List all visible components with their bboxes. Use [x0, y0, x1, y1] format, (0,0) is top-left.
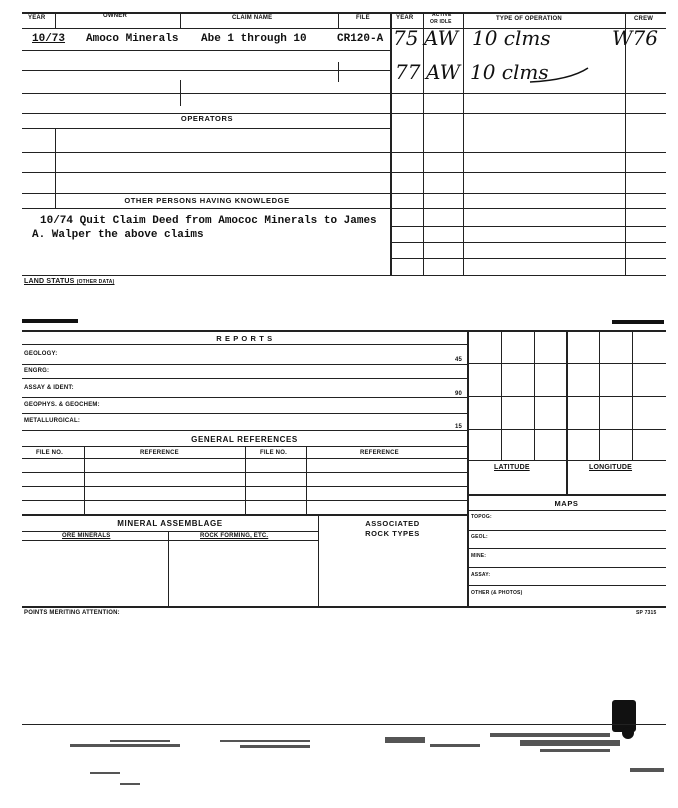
- points-meriting-label: POINTS MERITING ATTENTION:: [24, 610, 120, 616]
- land-status-label: LAND STATUS (OTHER DATA): [24, 278, 115, 285]
- report-geophys: GEOPHYS. & GEOCHEM:: [24, 402, 100, 408]
- hand-operation-2: 10 clms: [470, 60, 549, 84]
- hand-crew-1: W76: [612, 26, 659, 50]
- hand-year-1: 75: [393, 26, 419, 50]
- ref-col-file-no-1: FILE NO.: [36, 450, 63, 456]
- ref-col-reference-2: REFERENCE: [360, 450, 399, 456]
- other-persons-line-1: 10/74 Quit Claim Deed from Amococ Minerals to James: [40, 215, 377, 227]
- report-geology-num: 45: [455, 357, 463, 363]
- col-owner: OWNER: [103, 13, 127, 19]
- maps-assay: ASSAY:: [471, 572, 491, 578]
- rock-types-label: ROCK TYPES: [365, 529, 420, 538]
- ore-minerals-label: ORE MINERALS: [62, 533, 111, 539]
- maps-topog: TOPOG:: [471, 514, 492, 520]
- claim-owner: Amoco Minerals: [86, 33, 179, 45]
- hand-status-2: AW: [426, 60, 461, 84]
- col-claim-name: CLAIM NAME: [232, 15, 273, 21]
- form-number: SP 7315: [636, 610, 657, 616]
- other-persons-line-2: A. Walper the above claims: [32, 229, 204, 241]
- handwriting-underline: [460, 60, 600, 88]
- col-year: YEAR: [28, 15, 46, 21]
- maps-other: OTHER (& PHOTOS): [471, 590, 523, 596]
- claim-file: CR120-A: [337, 33, 384, 45]
- mineral-assemblage-title: MINERAL ASSEMBLAGE: [117, 519, 223, 528]
- general-references-title: GENERAL REFERENCES: [191, 435, 298, 444]
- maps-title: MAPS: [554, 499, 579, 508]
- report-engrg: ENGRG:: [24, 368, 50, 374]
- claim-name: Abe 1 through 10: [201, 33, 307, 45]
- ref-col-file-no-2: FILE NO.: [260, 450, 287, 456]
- operators-title: OPERATORS: [180, 114, 234, 123]
- longitude-label: LONGITUDE: [589, 464, 633, 471]
- associated-label: ASSOCIATED: [365, 519, 420, 528]
- report-metallurgical: METALLURGICAL:: [24, 418, 81, 424]
- hand-year-2: 77: [395, 60, 421, 84]
- reports-title: R E P O R T S: [216, 334, 273, 343]
- rock-forming-label: ROCK FORMING, ETC.: [200, 533, 269, 539]
- latitude-label: LATITUDE: [494, 464, 530, 471]
- ref-col-reference-1: REFERENCE: [140, 450, 179, 456]
- report-assay-num: 90: [455, 391, 463, 397]
- report-metallurgical-num: 15: [455, 424, 463, 430]
- col-file: FILE: [356, 15, 370, 21]
- maps-geol: GEOL:: [471, 534, 488, 540]
- col-crew: CREW: [634, 16, 654, 22]
- report-geology: GEOLOGY:: [24, 351, 58, 357]
- col-type-of-operation: TYPE OF OPERATION: [496, 16, 562, 22]
- hand-operation-1: 10 clms: [472, 26, 551, 50]
- col-active: ACTIVE: [432, 12, 452, 18]
- col-year-op: YEAR: [396, 15, 414, 21]
- claim-year: 10/73: [32, 33, 66, 45]
- report-assay: ASSAY & IDENT:: [24, 385, 74, 391]
- hand-status-1: AW: [424, 26, 459, 50]
- col-or-idle: OR IDLE: [430, 19, 452, 25]
- other-persons-title: OTHER PERSONS HAVING KNOWLEDGE: [124, 196, 290, 205]
- maps-mine: MINE:: [471, 553, 487, 559]
